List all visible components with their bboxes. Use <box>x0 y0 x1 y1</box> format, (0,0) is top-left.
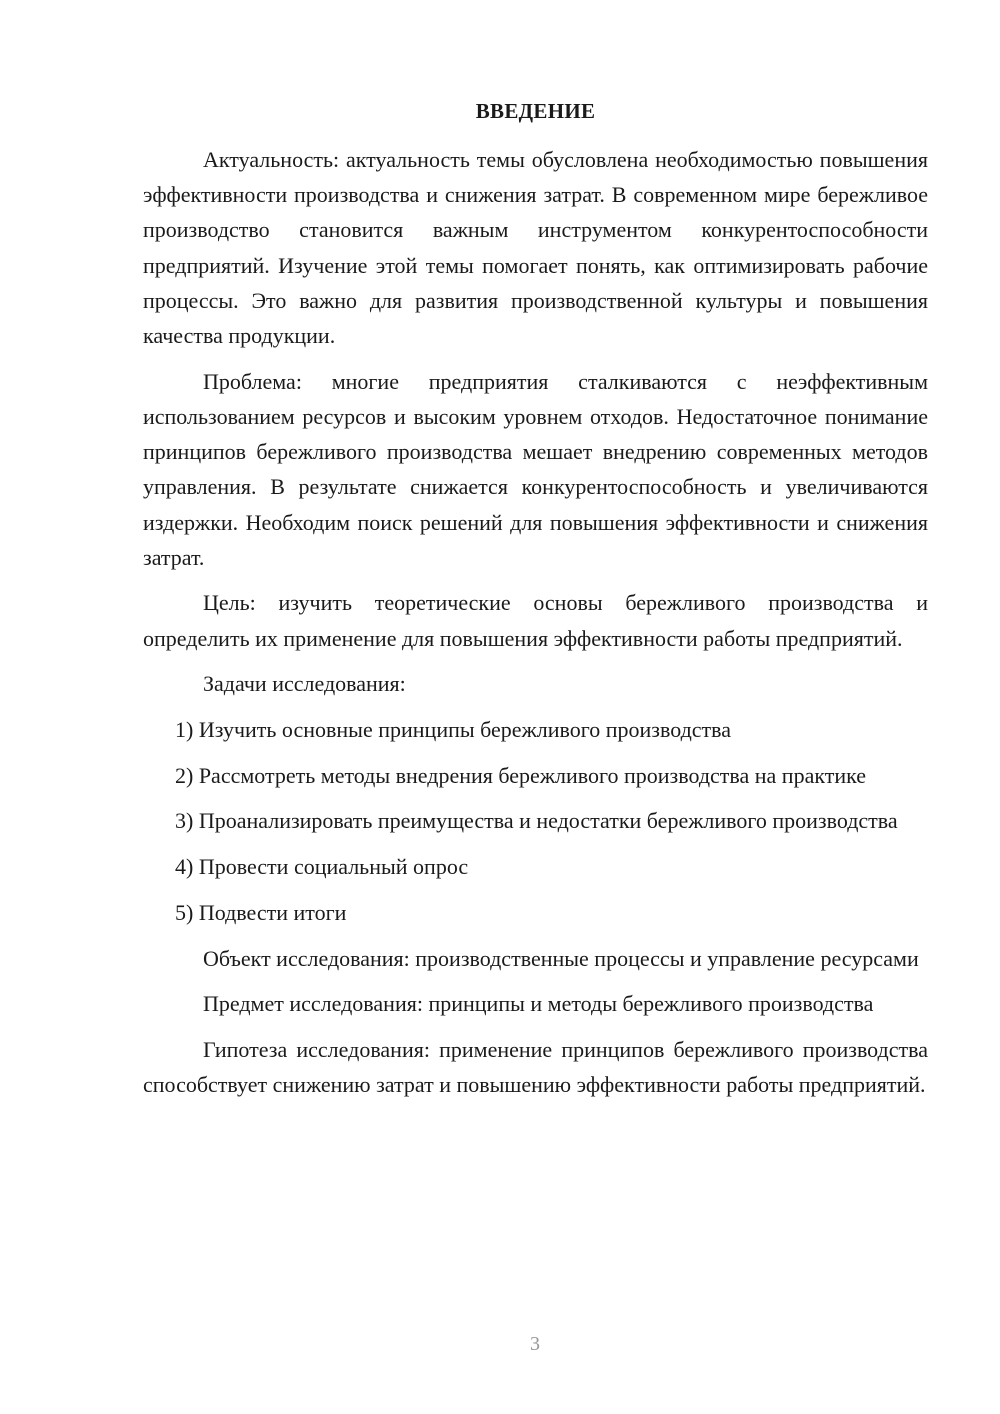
object-paragraph: Объект исследования: производственные процессы и управление ресурсами <box>203 945 919 971</box>
task-item: 5) Подвести итоги <box>175 899 347 925</box>
task-item: 4) Провести социальный опрос <box>175 854 469 880</box>
relevance-paragraph: Актуальность: актуальность темы обусловлена необходимостью повышения эффективности производства и снижения затрат. В современном мире бережливое производство становится важным инструментом конкурентоспособности предприятий. Изучение этой темы помогает понять, как оптимизировать рабочие процессы. Это важно для развития производственной культуры и повышения качества продукции. <box>143 147 928 349</box>
task-item: 3) Проанализировать преимущества и недостатки бережливого производства <box>175 808 898 834</box>
task-item: 2) Рассмотреть методы внедрения бережливого производства на практике <box>175 762 867 788</box>
goal-paragraph: Цель: изучить теоретические основы бережливого производства и определить их применение для повышения эффективности работы предприятий. <box>143 590 928 651</box>
page-title: ВВЕДЕНИЕ <box>475 99 596 123</box>
document-body <box>143 142 928 1113</box>
page-number: 3 <box>530 1333 540 1355</box>
tasks-heading: Задачи исследования: <box>203 671 406 697</box>
problem-paragraph: Проблема: многие предприятия сталкиваются с неэффективным использованием ресурсов и высоким уровнем отходов. Недостаточное понимание принципов бережливого производства мешает внедрению современных методов управления. В результате снижается конкурентоспособность и увеличиваются издержки. Необходим поиск решений для повышения эффективности и снижения затрат. <box>143 368 928 570</box>
subject-paragraph: Предмет исследования: принципы и методы бережливого производства <box>203 991 874 1017</box>
hypothesis-paragraph: Гипотеза исследования: применение принципов бережливого производства способствует снижению затрат и повышению эффективности работы предприятий. <box>143 1036 928 1098</box>
task-item: 1) Изучить основные принципы бережливого производства <box>175 717 732 743</box>
